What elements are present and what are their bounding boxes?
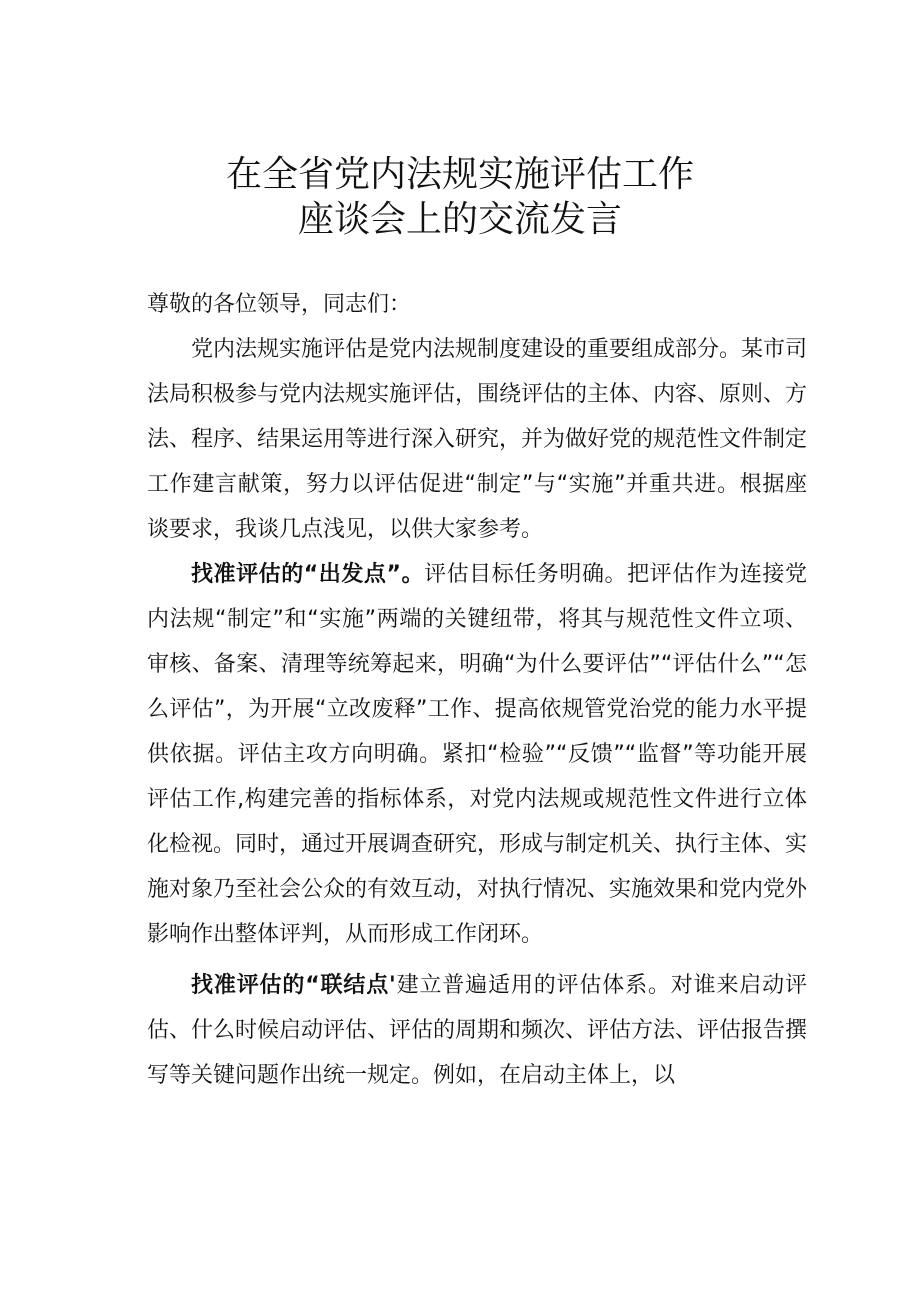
paragraph-starting-point (147, 552, 807, 957)
paragraph-heading: 找准评估的“出发点”。 (191, 562, 425, 587)
paragraph-heading: 找准评估的“联结点' (191, 973, 396, 998)
paragraph-intro (147, 327, 807, 552)
document-title-line-1: 在全省党内法规实施评估工作 (225, 154, 694, 195)
document-title-line-2: 座谈会上的交流发言 (297, 199, 622, 240)
paragraph-intro-text: 党内法规实施评估是党内法规制度建设的重要组成部分。某市司法局积极参与党内法规实施评估，围绕评估的主体、内容、原则、方法、程序、结果运用等进行深入研究，并为做好党的规范性文件制定工作建言献策，努力以评估促进“制定”与“实施”并重共进。根据座谈要求，我谈几点浅见，以供大家参考。 (147, 337, 808, 542)
paragraph-junction-point (147, 963, 807, 1098)
document-body (147, 282, 807, 1098)
salutation: 尊敬的各位领导，同志们： (147, 292, 412, 317)
paragraph-text: 评估目标任务明确。把评估作为连接党内法规“制定”和“实施”两端的关键纽带，将其与规范性文件立项、审核、备案、清理等统筹起来，明确“为什么要评估”“评估什么”“怎么评估”，为开展“立改废释”工作、提高依规管党治党的能力水平提供依据。评估主攻方向明确。紧扣“检验”“反馈”“监督”等功能开展评估工作,构建完善的指标体系，对党内法规或规范性文件进行立体化检视。同时，通过开展调查研究，形成与制定机关、执行主体、实施对象乃至社会公众的有效互动，对执行情况、实施效果和党内党外影响作出整体评判，从而形成工作闭环。 (147, 562, 808, 947)
paragraph-text: 建立普遍适用的评估体系。对谁来启动评估、什么时候启动评估、评估的周期和频次、评估方法、评估报告撰写等关键问题作出统一规定。例如，在启动主体上，以 (147, 973, 808, 1088)
